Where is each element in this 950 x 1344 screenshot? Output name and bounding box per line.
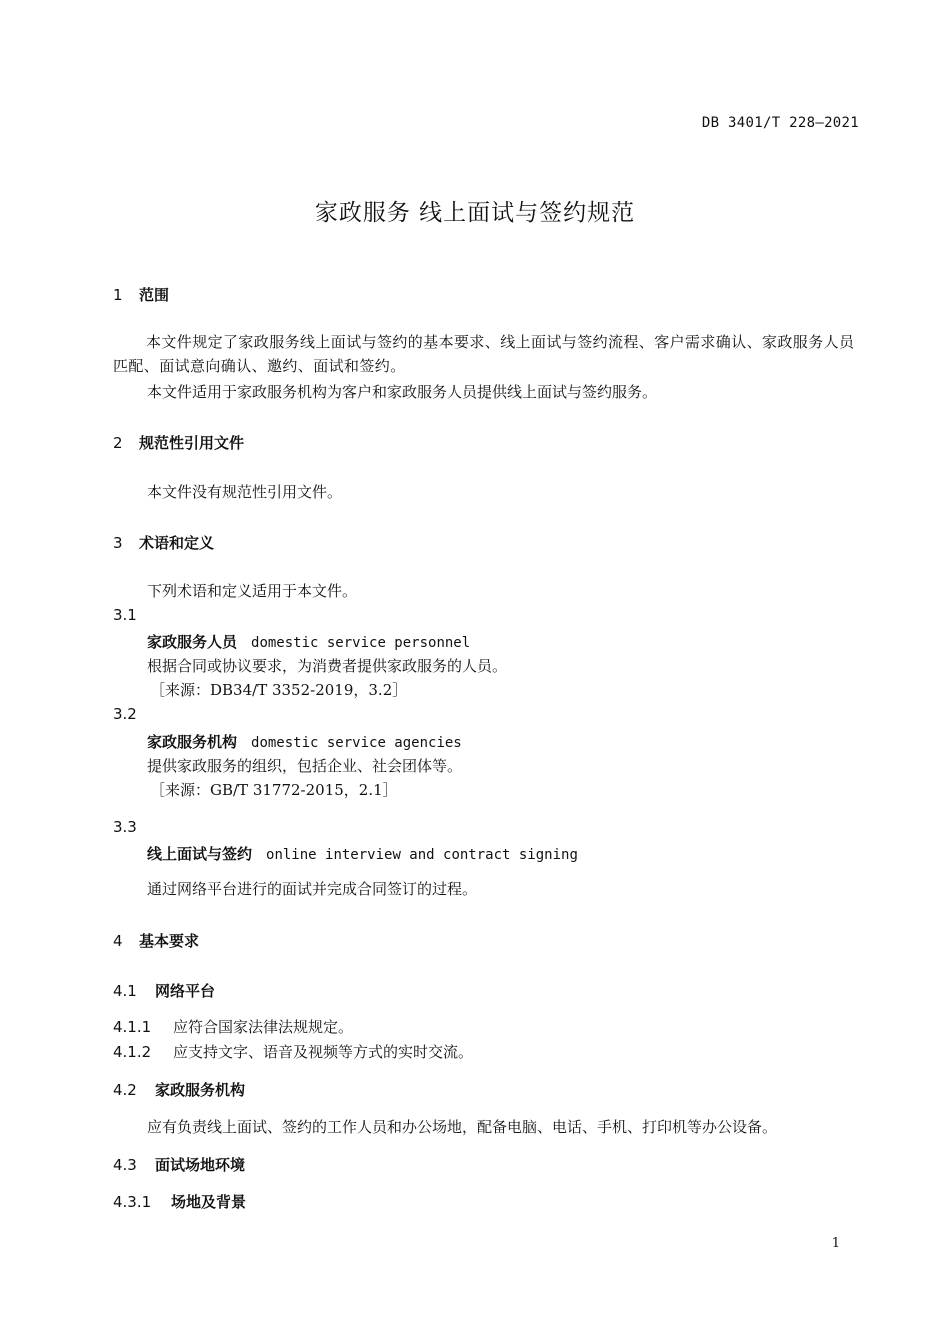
subsection-4-3-heading <box>113 1154 245 1175</box>
subsection-number: 4.3 <box>113 1156 137 1174</box>
subsection-4-2-heading <box>113 1079 245 1100</box>
term-english: domestic service personnel <box>251 635 471 651</box>
section-title: 规范性引用文件 <box>139 434 245 452</box>
document-title: 家政服务 线上面试与签约规范 <box>314 200 636 226</box>
page-number: 1 <box>831 1236 840 1251</box>
section-title: 范围 <box>139 286 170 304</box>
terms-intro: 下列术语和定义适用于本文件。 <box>147 582 358 600</box>
agency-requirements-paragraph: 应有负责线上面试、签约的工作人员和办公场地，配备电脑、电话、手机、打印机等办公设备。 <box>147 1118 778 1136</box>
term-heading <box>147 731 462 752</box>
scope-paragraph-2: 本文件适用于家政服务机构为客户和家政服务人员提供线上面试与签约服务。 <box>147 383 658 401</box>
subsection-number: 4.1 <box>113 982 137 1000</box>
standard-code: DB 3401/T 228—2021 <box>701 115 859 131</box>
subsection-number: 4.2 <box>113 1081 137 1099</box>
term-chinese: 家政服务机构 <box>147 733 238 751</box>
normative-references-paragraph: 本文件没有规范性引用文件。 <box>147 483 343 501</box>
term-number: 3.3 <box>113 818 137 836</box>
section-title: 术语和定义 <box>139 534 215 552</box>
term-heading <box>147 843 578 864</box>
term-source: ［来源：DB34/T 3352-2019，3.2］ <box>150 681 408 699</box>
clause-number: 4.3.1 <box>113 1193 152 1211</box>
clause-item <box>113 1041 473 1062</box>
clause-number: 4.1.1 <box>113 1018 152 1036</box>
term-chinese: 家政服务人员 <box>147 633 238 651</box>
term-definition: 根据合同或协议要求，为消费者提供家政服务的人员。 <box>147 657 508 675</box>
section-2-heading <box>113 432 244 453</box>
clause-text: 应支持文字、语音及视频等方式的实时交流。 <box>173 1043 474 1061</box>
section-number: 1 <box>113 286 123 304</box>
clause-title: 场地及背景 <box>171 1193 247 1211</box>
section-number: 4 <box>113 932 123 950</box>
term-english: domestic service agencies <box>251 735 462 751</box>
clause-number: 4.1.2 <box>113 1043 152 1061</box>
term-number: 3.2 <box>113 705 137 723</box>
term-source: ［来源：GB/T 31772-2015，2.1］ <box>150 781 398 799</box>
clause-item <box>113 1016 353 1037</box>
term-english: online interview and contract signing <box>266 847 578 863</box>
subsection-title: 面试场地环境 <box>155 1156 246 1174</box>
subsection-title: 家政服务机构 <box>155 1081 246 1099</box>
section-title: 基本要求 <box>139 932 200 950</box>
term-heading <box>147 631 470 652</box>
scope-paragraph-1: 本文件规定了家政服务线上面试与签约的基本要求、线上面试与签约流程、客户需求确认、家政服务人员匹配、面试意向确认、邀约、面试和签约。 <box>113 333 855 375</box>
section-3-heading <box>113 532 214 553</box>
section-4-heading <box>113 930 199 951</box>
section-number: 3 <box>113 534 123 552</box>
subsection-4-1-heading <box>113 980 215 1001</box>
section-number: 2 <box>113 434 123 452</box>
term-definition: 通过网络平台进行的面试并完成合同签订的过程。 <box>147 880 478 898</box>
subsection-title: 网络平台 <box>155 982 216 1000</box>
subsection-4-3-1-heading <box>113 1191 246 1212</box>
clause-text: 应符合国家法律法规规定。 <box>173 1018 354 1036</box>
term-chinese: 线上面试与签约 <box>147 845 253 863</box>
term-number: 3.1 <box>113 606 137 624</box>
section-1-heading <box>113 284 169 305</box>
term-definition: 提供家政服务的组织，包括企业、社会团体等。 <box>147 757 463 775</box>
